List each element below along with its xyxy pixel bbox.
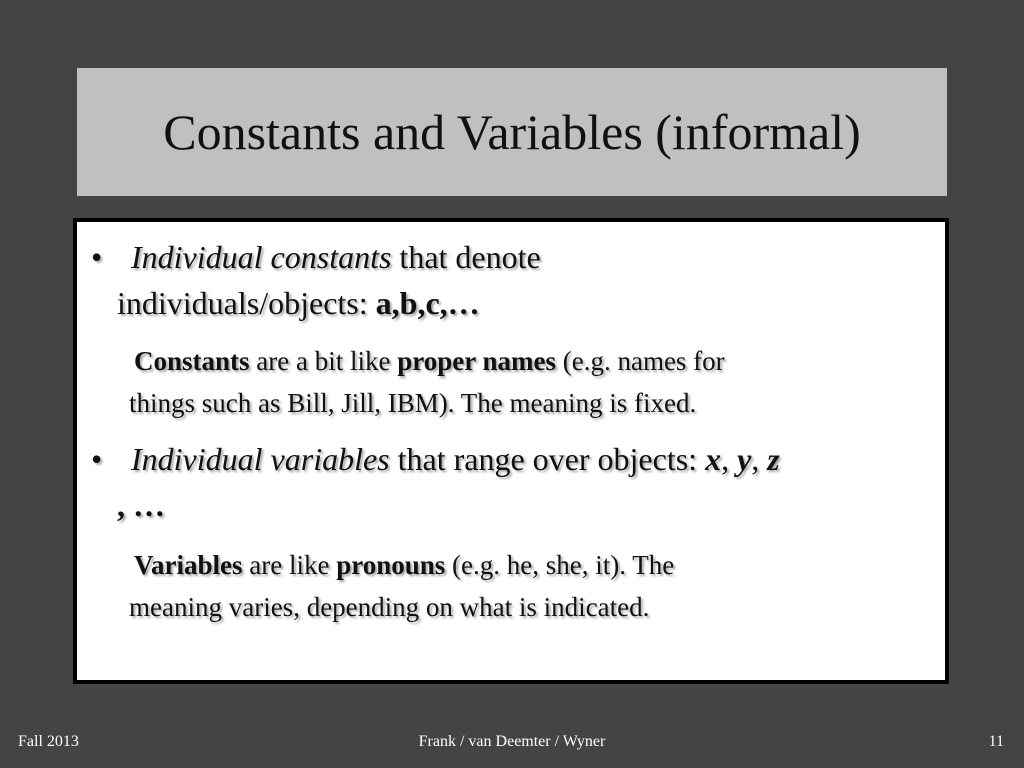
term-constants: Constants bbox=[134, 346, 250, 376]
term-individual-constants: Individual constants bbox=[131, 239, 392, 275]
term-pronouns: pronouns bbox=[336, 550, 446, 580]
bullet-icon: • bbox=[91, 441, 103, 477]
variables-ellipsis: , … bbox=[117, 487, 165, 523]
explanation-text: are like bbox=[242, 550, 337, 580]
footer-date: Fall 2013 bbox=[18, 733, 79, 750]
bullet-icon: • bbox=[91, 239, 103, 275]
explanation-line-2: things such as Bill, Jill, IBM). The meaning is fixed. bbox=[129, 388, 697, 418]
explanation-text: (e.g. names for bbox=[555, 346, 725, 376]
title-box bbox=[77, 68, 947, 196]
explanation-line-1 bbox=[129, 544, 909, 586]
separator: , bbox=[751, 441, 768, 477]
content-box bbox=[73, 218, 949, 684]
bullet-line-2 bbox=[117, 280, 931, 326]
bullet-text: that range over objects: bbox=[389, 441, 706, 477]
term-proper-names: proper names bbox=[397, 346, 556, 376]
footer-authors: Frank / van Deemter / Wyner bbox=[418, 733, 606, 750]
var-z: z bbox=[767, 441, 780, 477]
explanation-text: (e.g. he, she, it). The bbox=[445, 550, 675, 580]
constants-explanation bbox=[129, 340, 909, 424]
bullet-line-2 bbox=[117, 482, 931, 528]
explanation-line-1 bbox=[129, 340, 909, 382]
bullet-text: that denote bbox=[391, 239, 541, 275]
term-variables: Variables bbox=[134, 550, 243, 580]
explanation-line-2: meaning varies, depending on what is indicated. bbox=[129, 592, 650, 622]
term-individual-variables: Individual variables bbox=[131, 441, 390, 477]
footer-page-number: 11 bbox=[988, 733, 1004, 750]
bullet-line-1 bbox=[131, 436, 931, 482]
var-y: y bbox=[737, 441, 752, 477]
bullet-variables bbox=[91, 436, 931, 528]
constants-examples: a,b,c,… bbox=[375, 285, 480, 321]
bullet-constants bbox=[91, 234, 931, 326]
variables-explanation bbox=[129, 544, 909, 628]
explanation-text: are a bit like bbox=[249, 346, 398, 376]
separator: , bbox=[721, 441, 738, 477]
slide-title: Constants and Variables (informal) bbox=[163, 104, 861, 160]
var-x: x bbox=[705, 441, 722, 477]
bullet-text: individuals/objects: bbox=[117, 285, 376, 321]
bullet-line-1 bbox=[131, 234, 931, 280]
